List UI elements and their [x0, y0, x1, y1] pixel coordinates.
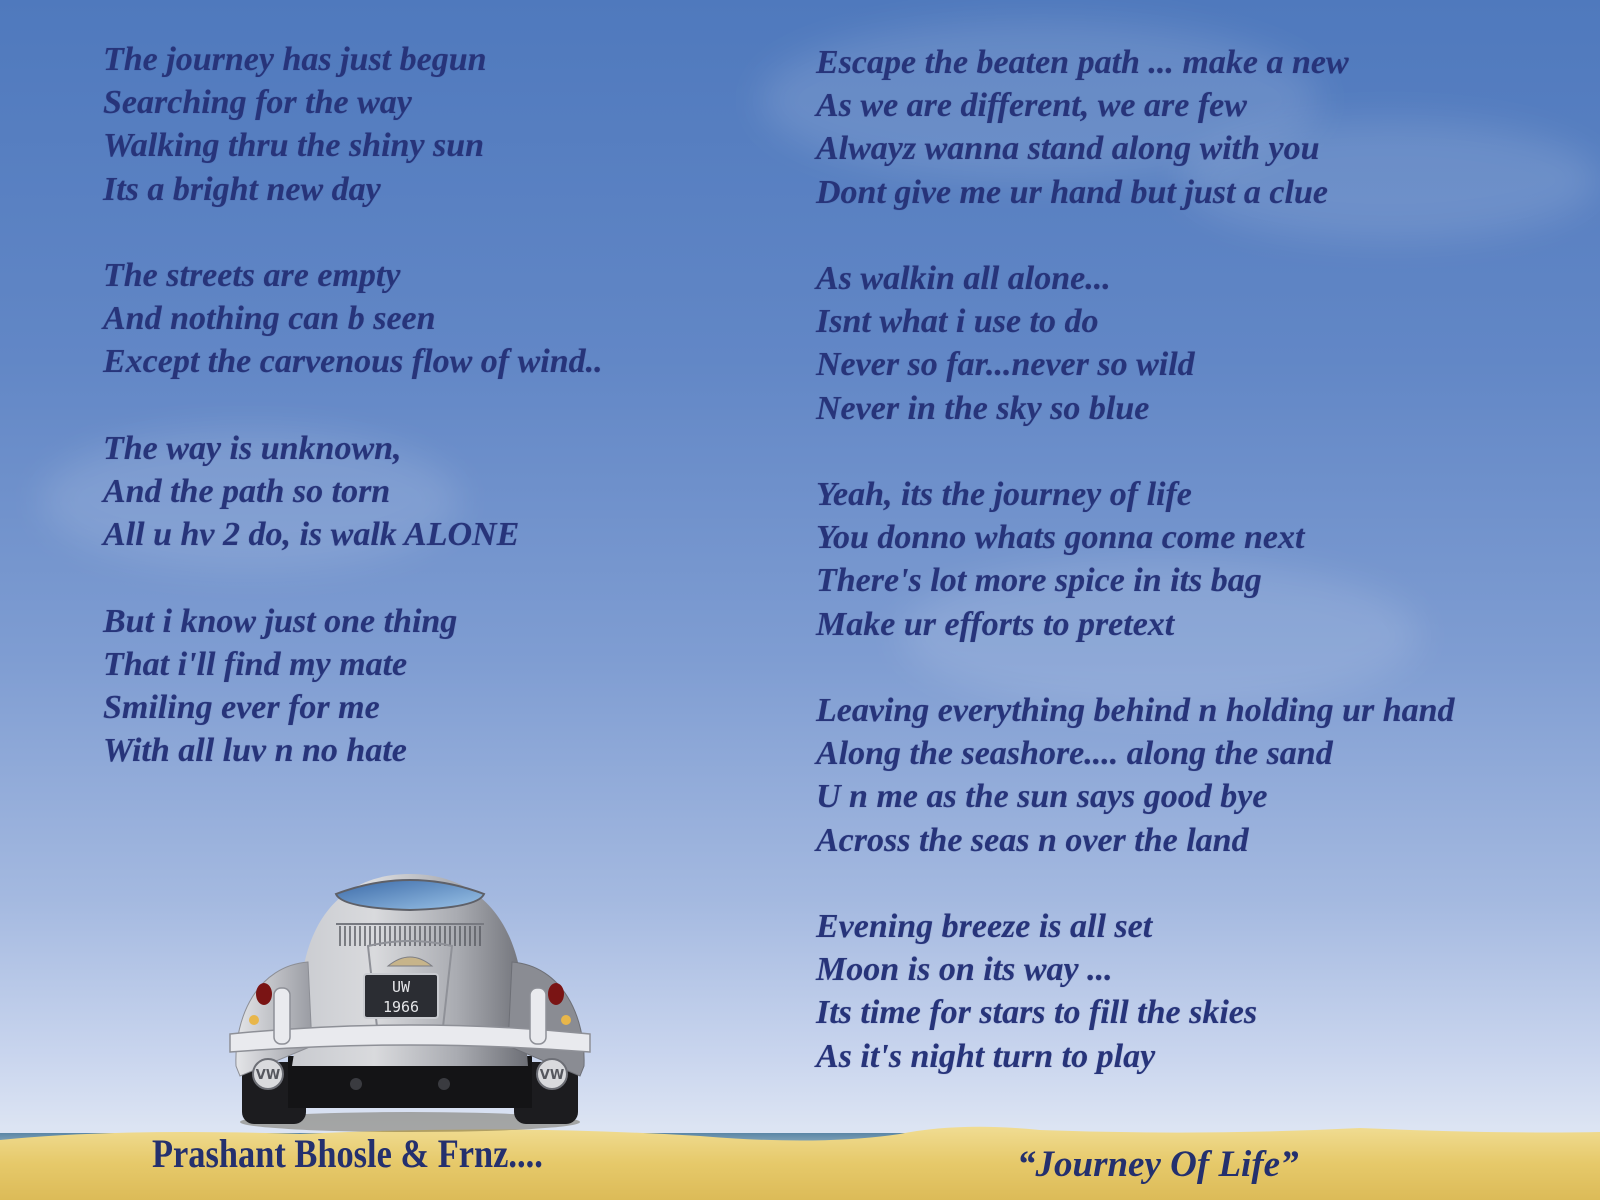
- poem-line: And nothing can b seen: [103, 300, 436, 338]
- poem-stanza: [816, 41, 1455, 214]
- poem-line: Its a bright new day: [103, 170, 381, 208]
- poem-line: As it's night turn to play: [816, 1037, 1156, 1075]
- poem-line: Along the seashore.... along the sand: [816, 735, 1333, 773]
- poem-line: Never in the sky so blue: [816, 389, 1150, 427]
- poem-line: The journey has just begun: [103, 41, 487, 78]
- poem-line: Alwayz wanna stand along with you: [816, 130, 1320, 168]
- poem-line: Smiling ever for me: [103, 689, 380, 726]
- poem-stanza: [103, 38, 603, 211]
- poem-stanza: [816, 905, 1455, 1078]
- poem-stanza: [816, 689, 1455, 862]
- poem-line: Searching for the way: [103, 84, 412, 122]
- poem-line: Isnt what i use to do: [816, 303, 1099, 341]
- right-vw-badge: VW: [539, 1068, 565, 1083]
- right-hubcap: [537, 1059, 567, 1089]
- left-tail-light: [256, 983, 272, 1005]
- poem-stanza: [816, 473, 1455, 646]
- poem-line: Leaving everything behind n holding ur hand: [816, 692, 1455, 729]
- poem-left-column: [103, 38, 603, 816]
- poem-stanza: [816, 257, 1455, 430]
- poem-line: Escape the beaten path ... make a new: [816, 44, 1349, 81]
- left-indicator: [249, 1015, 259, 1025]
- poem-line: Dont give me ur hand but just a clue: [816, 173, 1328, 211]
- poem-line: Evening breeze is all set: [816, 908, 1153, 945]
- poem-line: Moon is on its way ...: [816, 951, 1113, 989]
- poem-stanza: [103, 427, 603, 557]
- poem-line: As walkin all alone...: [816, 260, 1111, 297]
- poem-line: Yeah, its the journey of life: [816, 476, 1192, 513]
- poem-line: You donno whats gonna come next: [816, 519, 1305, 557]
- author-credit: Prashant Bhosle & Frnz....: [152, 1131, 543, 1176]
- license-plate-line2: 1966: [382, 998, 420, 1016]
- poem-line: Across the seas n over the land: [816, 821, 1249, 859]
- poem-title: “Journey Of Life”: [1017, 1144, 1299, 1185]
- left-exhaust: [350, 1078, 362, 1090]
- poem-line: All u hv 2 do, is walk ALONE: [103, 516, 520, 554]
- poem-line: As we are different, we are few: [816, 87, 1247, 125]
- poem-line: With all luv n no hate: [103, 732, 407, 770]
- left-hubcap: [253, 1059, 283, 1089]
- license-plate-line1: UW: [391, 978, 411, 996]
- poem-stanza: [103, 254, 603, 384]
- poem-line: U n me as the sun says good bye: [816, 778, 1268, 816]
- poem-line: Make ur efforts to pretext: [816, 605, 1175, 643]
- rear-window: [336, 880, 484, 910]
- poem-line: The streets are empty: [103, 257, 401, 294]
- poem-line: Except the carvenous flow of wind..: [103, 343, 603, 381]
- poem-line: Never so far...never so wild: [816, 346, 1195, 384]
- poem-line: And the path so torn: [103, 473, 391, 510]
- poem-line: The way is unknown,: [103, 429, 402, 467]
- poem-stanza: [103, 600, 603, 773]
- poem-line: Walking thru the shiny sun: [103, 127, 485, 165]
- right-tail-light: [548, 983, 564, 1005]
- poem-right-column: [816, 41, 1455, 1121]
- left-vw-badge: VW: [255, 1068, 281, 1083]
- poem-line: There's lot more spice in its bag: [816, 562, 1262, 600]
- right-indicator: [561, 1015, 571, 1025]
- right-exhaust: [438, 1078, 450, 1090]
- poem-line: But i know just one thing: [103, 602, 458, 640]
- poem-line: That i'll find my mate: [103, 645, 408, 683]
- vw-beetle-car-illustration: [228, 866, 592, 1136]
- poem-line: Its time for stars to fill the skies: [816, 994, 1258, 1032]
